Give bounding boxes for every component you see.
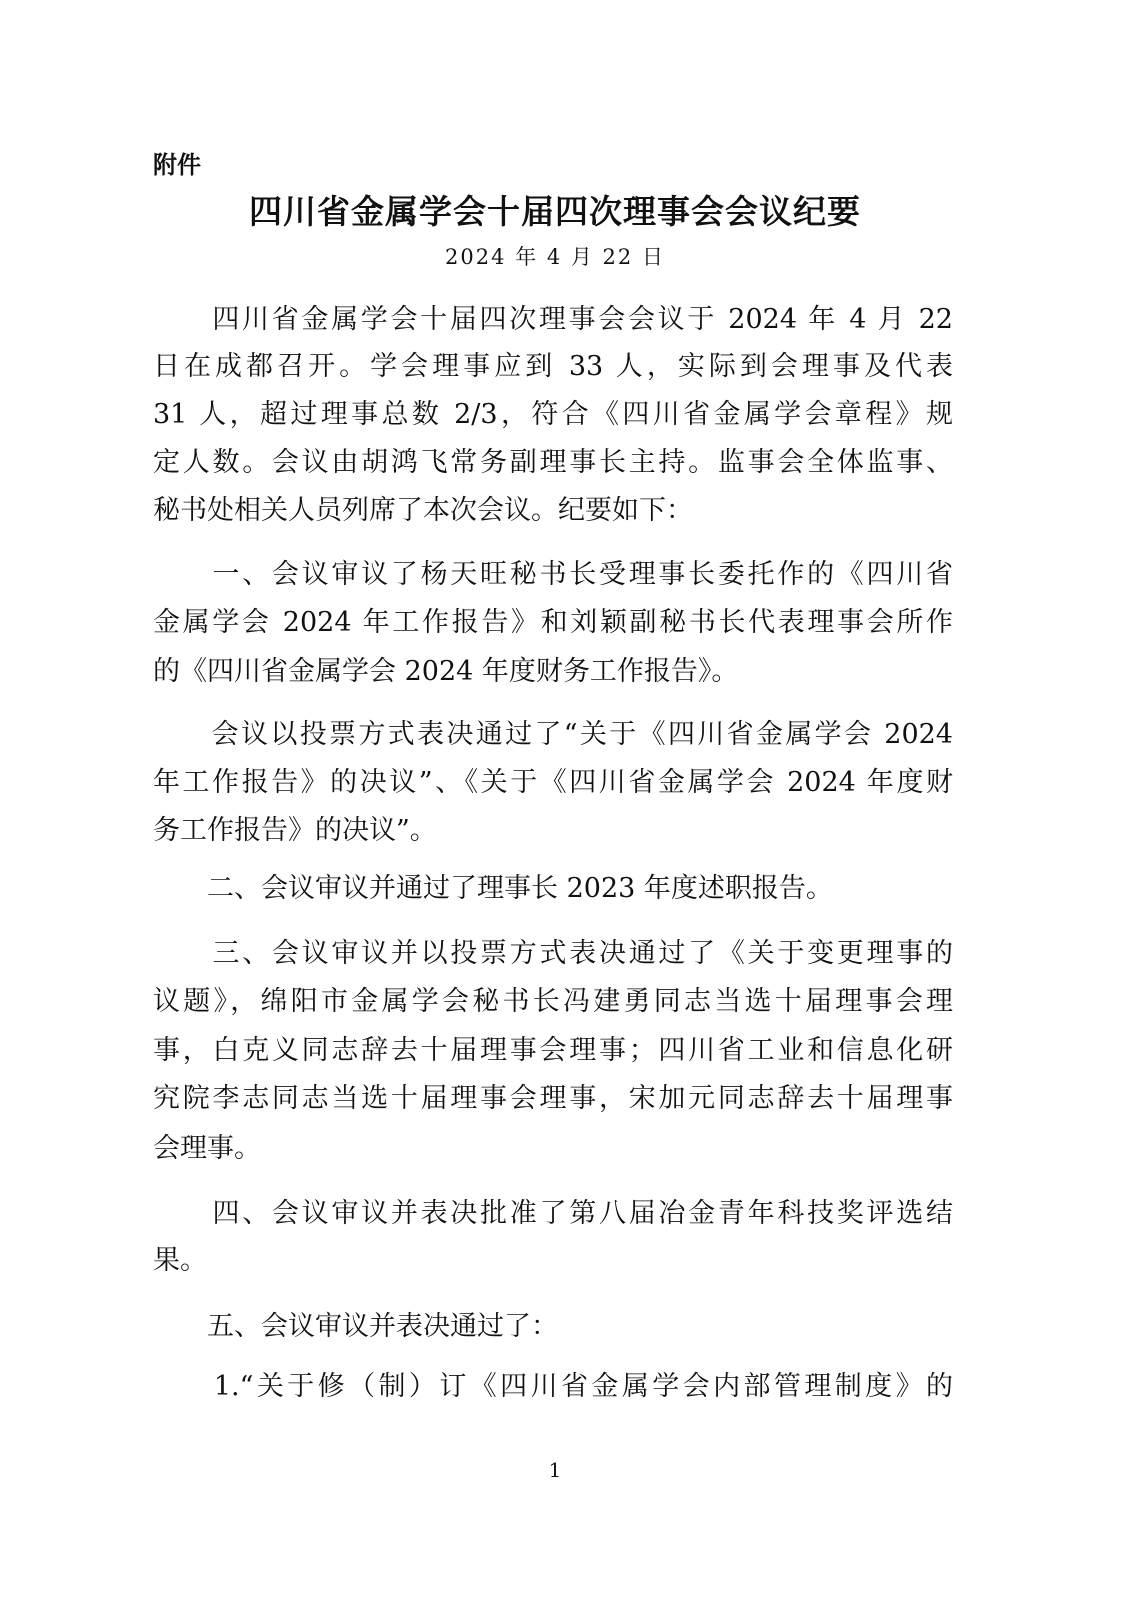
paragraph-line: 议题》，绵阳市金属学会秘书长冯建勇同志当选十届理事会理 <box>153 986 953 1017</box>
paragraph-line: 果。 <box>153 1245 207 1276</box>
paragraph-line: 年工作报告》的决议”、《关于《四川省金属学会 2024 年度财 <box>153 767 953 798</box>
paragraph-line: 定人数。会议由胡鸿飞常务副理事长主持。监事会全体监事、 <box>153 447 953 478</box>
paragraph-line: 秘书处相关人员列席了本次会议。纪要如下： <box>153 495 693 526</box>
paragraph-line: 会议以投票方式表决通过了“关于《四川省金属学会 2024 <box>153 719 953 750</box>
paragraph-line: 五、会议审议并表决通过了： <box>153 1311 558 1342</box>
paragraph-line: 四、会议审议并表决批准了第八届冶金青年科技奖评选结 <box>153 1198 953 1229</box>
page-number: 1 <box>548 1458 562 1482</box>
paragraph-line: 四川省金属学会十届四次理事会会议于 2024 年 4 月 22 <box>153 304 953 335</box>
paragraph-line: 31 人，超过理事总数 2/3，符合《四川省金属学会章程》规 <box>153 399 953 430</box>
paragraph-line: 一、会议审议了杨天旺秘书长受理事长委托作的《四川省 <box>153 559 953 590</box>
document-title: 四川省金属学会十届四次理事会会议纪要 <box>249 192 861 231</box>
paragraph-line: 会理事。 <box>153 1133 261 1164</box>
paragraph-line: 事，白克义同志辞去十届理事会理事；四川省工业和信息化研 <box>153 1035 953 1066</box>
attachment-label: 附件 <box>153 151 201 179</box>
paragraph-line: 二、会议审议并通过了理事长 2023 年度述职报告。 <box>153 873 833 904</box>
paragraph-line: 究院李志同志当选十届理事会理事，宋加元同志辞去十届理事 <box>153 1083 953 1114</box>
paragraph-line: 1.“关于修（制）订《四川省金属学会内部管理制度》的 <box>153 1371 953 1402</box>
document-date: 2024 年 4 月 22 日 <box>445 245 665 269</box>
paragraph-line: 务工作报告》的决议”。 <box>153 815 437 846</box>
paragraph-line: 日在成都召开。学会理事应到 33 人，实际到会理事及代表 <box>153 351 953 382</box>
paragraph-line: 金属学会 2024 年工作报告》和刘颖副秘书长代表理事会所作 <box>153 607 953 638</box>
paragraph-line: 三、会议审议并以投票方式表决通过了《关于变更理事的 <box>153 938 953 969</box>
paragraph-line: 的《四川省金属学会 2024 年度财务工作报告》。 <box>153 656 739 687</box>
